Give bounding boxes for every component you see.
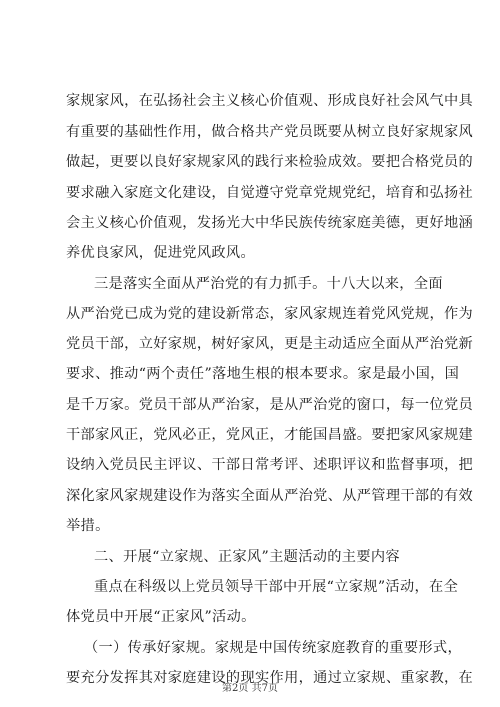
paragraph-start-line: 三是落实全面从严治党的有力抓手。十八大以来，全面 xyxy=(94,276,443,292)
page-number-footer: 第2页 共7页 xyxy=(222,683,278,694)
body-text-line: 深化家风家规建设作为落实全面从严治党、从严管理干部的有效 xyxy=(66,488,474,504)
subsection-heading: （一）传承好家规。家规是中国传统家庭教育的重要形式， xyxy=(84,640,462,656)
body-text-line: 养优良家风，促进党风政风。 xyxy=(66,245,255,261)
body-text-line: 有重要的基础性作用，做合格共产党员既要从树立良好家规家风 xyxy=(66,124,474,140)
paragraph-start-line: 重点在科级以上党员领导干部中开展“立家规”活动，在全 xyxy=(94,579,459,595)
body-text-line: 要充分发挥其对家庭建设的现实作用，通过立家规、重家教，在 xyxy=(66,670,474,686)
body-text-line: 从严治党已成为党的建设新常态，家风家规连着党风党规，作为 xyxy=(66,306,474,322)
body-text-line: 干部家风正，党风必正，党风正，才能国昌盛。要把家风家规建 xyxy=(66,427,474,443)
body-text-line: 举措。 xyxy=(66,518,110,534)
body-text-line: 设纳入党员民主评议、干部日常考评、述职评议和监督事项，把 xyxy=(66,457,474,473)
body-text-line: 是千万家。党员干部从严治家，是从严治党的窗口，每一位党员 xyxy=(66,397,474,413)
body-text-line: 党员干部，立好家规，树好家风，更是主动适应全面从严治党新 xyxy=(66,336,474,352)
body-text-line: 家规家风，在弘扬社会主义核心价值观、形成良好社会风气中具 xyxy=(66,93,474,109)
body-text-line: 要求、推动“两个责任”落地生根的根本要求。家是最小国，国 xyxy=(66,366,460,382)
section-heading: 二、开展“立家规、正家风”主题活动的主要内容 xyxy=(94,549,400,565)
body-text-line: 要求融入家庭文化建设，自觉遵守党章党规党纪，培育和弘扬社 xyxy=(66,185,474,201)
body-text-line: 体党员中开展“正家风”活动。 xyxy=(66,609,256,625)
body-text-line: 做起，更要以良好家规家风的践行来检验成效。要把合格党员的 xyxy=(66,154,474,170)
body-text-line: 会主义核心价值观，发扬光大中华民族传统家庭美德，更好地涵 xyxy=(66,215,474,231)
